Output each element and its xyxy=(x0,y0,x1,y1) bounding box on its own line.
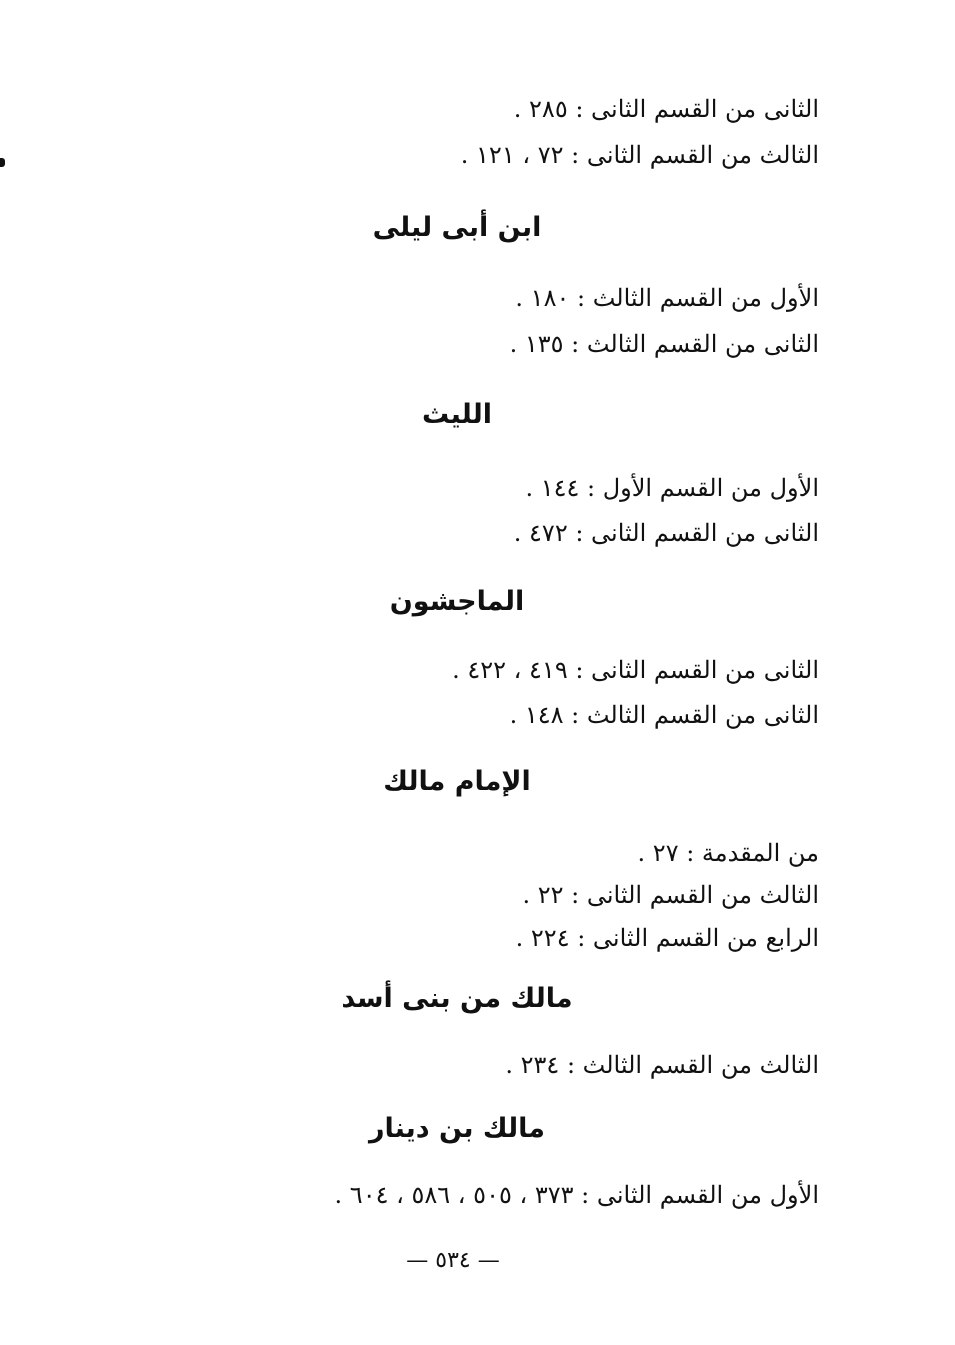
index-entry: الثالث من القسم الثانى : ٧٢ ، ١٢١ . xyxy=(460,141,819,169)
section-heading: مالك من بنى أسد xyxy=(341,983,573,1014)
section-heading: الإمام مالك xyxy=(383,766,531,797)
index-entry: الثانى من القسم الثانى : ٢٨٥ . xyxy=(513,95,819,123)
section-heading: ابن أبى ليلى xyxy=(372,212,542,243)
index-entry: الثانى من القسم الثالث : ١٣٥ . xyxy=(509,330,819,358)
page-number: — ٥٣٤ — xyxy=(406,1248,500,1273)
page-edge-mark xyxy=(0,158,5,167)
index-entry: الثانى من القسم الثانى : ٤١٩ ، ٤٢٢ . xyxy=(452,656,819,684)
section-heading: الليث xyxy=(421,399,493,430)
index-entry: الأول من القسم الثالث : ١٨٠ . xyxy=(515,284,819,312)
section-heading: الماجشون xyxy=(389,586,525,617)
index-entry: من المقدمة : ٢٧ . xyxy=(637,839,819,867)
index-entry: الرابع من القسم الثانى : ٢٢٤ . xyxy=(515,924,819,952)
index-entry: الثانى من القسم الثانى : ٤٧٢ . xyxy=(513,519,819,547)
index-entry: الأول من القسم الثانى : ٣٧٣ ، ٥٠٥ ، ٥٨٦ ، ٦٠٤ . xyxy=(334,1181,819,1209)
index-entry: الأول من القسم الأول : ١٤٤ . xyxy=(525,474,819,502)
index-entry: الثالث من القسم الثالث : ٢٣٤ . xyxy=(505,1051,819,1079)
index-entry: الثانى من القسم الثالث : ١٤٨ . xyxy=(509,701,819,729)
index-entry: الثالث من القسم الثانى : ٢٢ . xyxy=(522,881,819,909)
section-heading: مالك بن دينار xyxy=(368,1113,546,1144)
